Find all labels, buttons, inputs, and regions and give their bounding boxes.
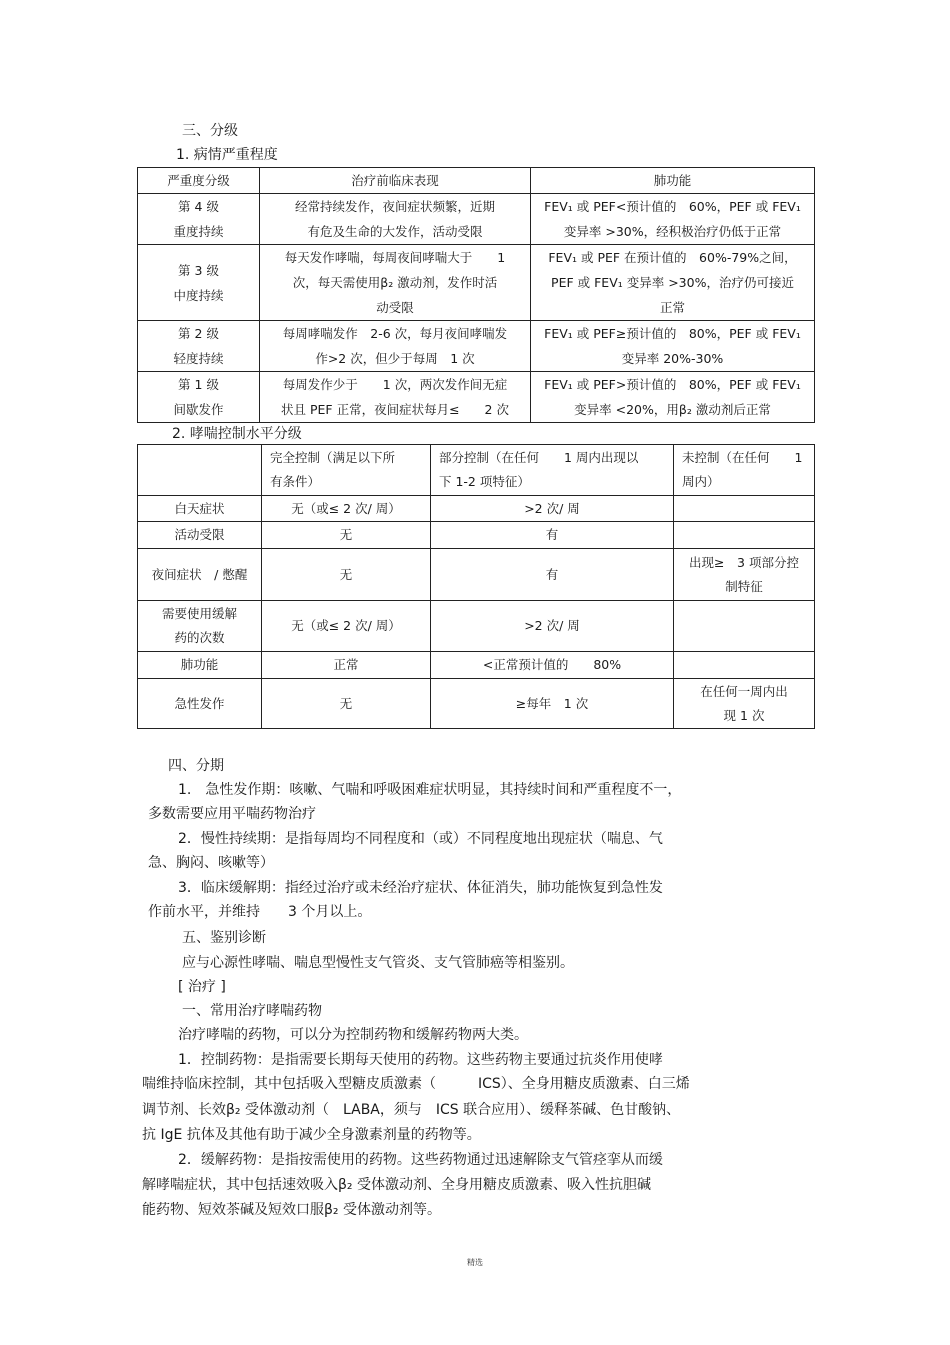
severity-clinical-cell: 每天发作哮喘，每周夜间哮喘大于 1 次，每天需使用β₂ 激动剂，发作时活 动受限 [260, 245, 531, 321]
severity-clinical-cell: 经常持续发作，夜间症状频繁，近期 有危及生命的大发作，活动受限 [260, 194, 531, 245]
control-full-cell: 正常 [262, 652, 431, 679]
subheading-severity: 1. 病情严重程度 [176, 147, 278, 163]
control-row [138, 679, 815, 729]
severity-header-row [138, 168, 815, 194]
control-none-cell: 出现≥ 3 项部分控 制特征 [674, 549, 815, 601]
severity-grade-cell: 第 2 级 轻度持续 [138, 321, 260, 372]
control-partial-cell: >2 次/ 周 [431, 601, 674, 652]
body-line: 作前水平，并维持 3 个月以上。 [148, 904, 372, 920]
control-row [138, 601, 815, 652]
severity-grade-cell: 第 3 级 中度持续 [138, 245, 260, 321]
severity-row [138, 245, 815, 321]
body-line: 五、鉴别诊断 [182, 930, 266, 946]
severity-lung-cell: FEV₁ 或 PEF<预计值的 60%，PEF 或 FEV₁ 变异率 >30%，经积极治疗仍低于正常 [531, 194, 815, 245]
body-line: 应与心源性哮喘、喘息型慢性支气管炎、支气管肺癌等相鉴别。 [182, 955, 574, 971]
control-row [138, 549, 815, 601]
control-label-cell: 白天症状 [138, 496, 262, 522]
severity-row [138, 372, 815, 423]
severity-header-0: 严重度分级 [138, 168, 260, 194]
control-partial-cell: <正常预计值的 80% [431, 652, 674, 679]
control-full-cell: 无 [262, 679, 431, 729]
body-line: [ 治疗 ] [178, 979, 226, 995]
body-line: 多数需要应用平喘药物治疗 [148, 806, 316, 822]
severity-grade-cell: 第 4 级 重度持续 [138, 194, 260, 245]
control-none-cell [674, 601, 815, 652]
body-line: 治疗哮喘的药物，可以分为控制药物和缓解药物两大类。 [178, 1027, 528, 1043]
severity-header-2: 肺功能 [531, 168, 815, 194]
control-full-cell: 无 [262, 549, 431, 601]
body-line: 1. 急性发作期：咳嗽、气喘和呼吸困难症状明显，其持续时间和严重程度不一， [178, 782, 682, 798]
control-row [138, 496, 815, 522]
body-line: 一、常用治疗哮喘药物 [182, 1003, 322, 1019]
body-line: 1．控制药物：是指需要长期每天使用的药物。这些药物主要通过抗炎作用使哮 [178, 1052, 663, 1068]
footer-label: 精选 [467, 1258, 483, 1267]
body-line: 抗 IgE 抗体及其他有助于减少全身激素剂量的药物等。 [142, 1127, 481, 1143]
severity-clinical-cell: 每周哮喘发作 2-6 次，每月夜间哮喘发 作>2 次，但少于每周 1 次 [260, 321, 531, 372]
body-line: 2．缓解药物：是指按需使用的药物。这些药物通过迅速解除支气管痉挛从而缓 [178, 1152, 663, 1168]
control-header-0 [138, 445, 262, 496]
severity-row [138, 321, 815, 372]
section3-heading: 三、分级 [182, 123, 238, 139]
control-none-cell [674, 522, 815, 549]
body-line: 喘维持临床控制，其中包括吸入型糖皮质激素（ ICS）、全身用糖皮质激素、白三烯 [142, 1076, 690, 1092]
control-label-cell: 急性发作 [138, 679, 262, 729]
body-line: 3．临床缓解期：指经过治疗或未经治疗症状、体征消失，肺功能恢复到急性发 [178, 880, 663, 896]
control-label-cell: 夜间症状 / 憋醒 [138, 549, 262, 601]
body-line: 四、分期 [168, 758, 224, 774]
body-line: 解哮喘症状，其中包括速效吸入β₂ 受体激动剂、全身用糖皮质激素、吸入性抗胆碱 [142, 1177, 651, 1193]
body-line: 急、胸闷、咳嗽等） [148, 855, 274, 871]
control-none-cell: 在任何一周内出 现 1 次 [674, 679, 815, 729]
severity-header-1: 治疗前临床表现 [260, 168, 531, 194]
control-none-cell [674, 496, 815, 522]
control-partial-cell: >2 次/ 周 [431, 496, 674, 522]
control-partial-cell: 有 [431, 549, 674, 601]
control-header-row [138, 445, 815, 496]
control-table [137, 444, 815, 729]
severity-table [137, 167, 815, 423]
control-row [138, 522, 815, 549]
severity-lung-cell: FEV₁ 或 PEF≥预计值的 80%，PEF 或 FEV₁ 变异率 20%-30% [531, 321, 815, 372]
severity-row [138, 194, 815, 245]
control-header-3: 未控制（在任何 1 周内） [674, 445, 815, 496]
severity-lung-cell: FEV₁ 或 PEF 在预计值的 60%-79%之间， PEF 或 FEV₁ 变异率 >30%，治疗仍可接近 正常 [531, 245, 815, 321]
control-full-cell: 无（或≤ 2 次/ 周） [262, 601, 431, 652]
control-label-cell: 肺功能 [138, 652, 262, 679]
control-header-1: 完全控制（满足以下所 有条件） [262, 445, 431, 496]
severity-clinical-cell: 每周发作少于 1 次，两次发作间无症 状且 PEF 正常，夜间症状每月≤ 2 次 [260, 372, 531, 423]
body-line: 调节剂、长效β₂ 受体激动剂（ LABA，须与 ICS 联合应用）、缓释茶碱、色甘酸钠、 [142, 1102, 681, 1118]
control-none-cell [674, 652, 815, 679]
control-header-2: 部分控制（在任何 1 周内出现以 下 1-2 项特征） [431, 445, 674, 496]
control-label-cell: 活动受限 [138, 522, 262, 549]
body-line: 2．慢性持续期：是指每周均不同程度和（或）不同程度地出现症状（喘息、气 [178, 831, 663, 847]
body-line: 能药物、短效茶碱及短效口服β₂ 受体激动剂等。 [142, 1202, 441, 1218]
control-label-cell: 需要使用缓解 药的次数 [138, 601, 262, 652]
severity-grade-cell: 第 1 级 间歇发作 [138, 372, 260, 423]
subheading-control: 2. 哮喘控制水平分级 [172, 426, 302, 442]
severity-lung-cell: FEV₁ 或 PEF>预计值的 80%，PEF 或 FEV₁ 变异率 <20%，用β₂ 激动剂后正常 [531, 372, 815, 423]
control-row [138, 652, 815, 679]
control-partial-cell: ≥每年 1 次 [431, 679, 674, 729]
control-full-cell: 无 [262, 522, 431, 549]
control-partial-cell: 有 [431, 522, 674, 549]
control-full-cell: 无（或≤ 2 次/ 周） [262, 496, 431, 522]
